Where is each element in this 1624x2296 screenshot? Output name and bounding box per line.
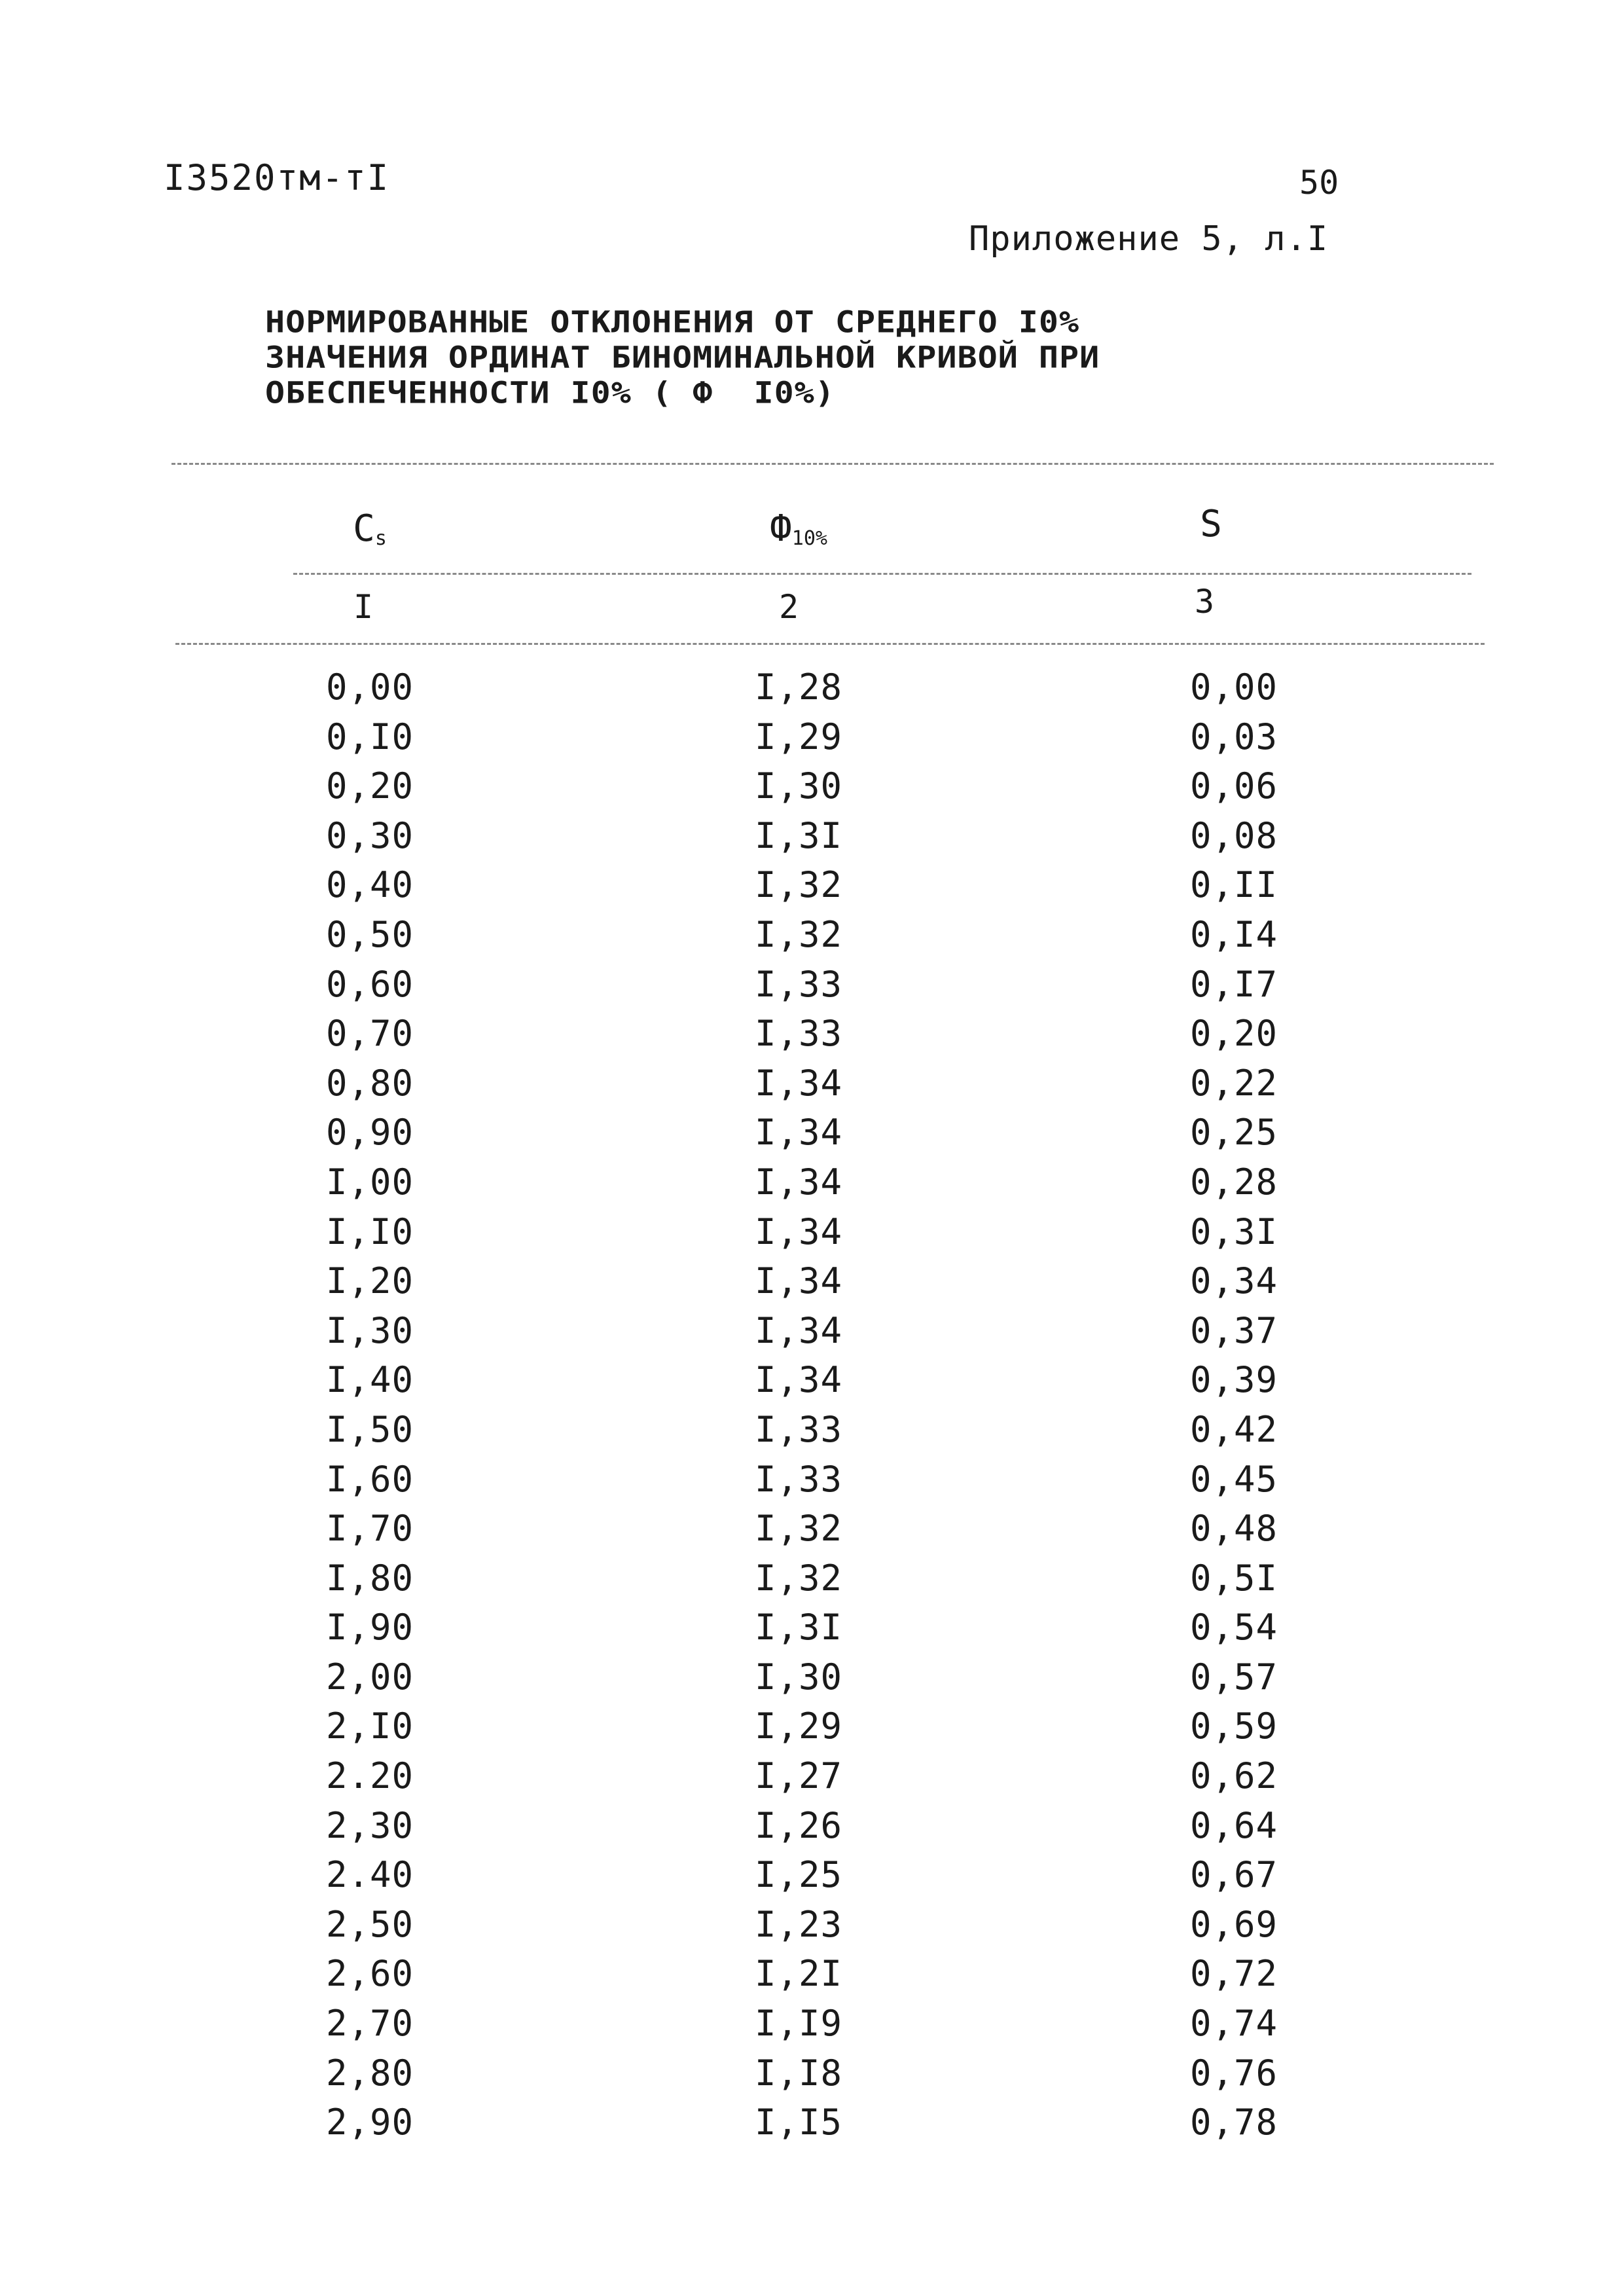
cell-cs: 2,90 xyxy=(325,2102,414,2143)
cell-cs: I,70 xyxy=(325,1508,414,1550)
document-code: I3520тм-тI xyxy=(164,157,390,198)
cell-cs: 0,70 xyxy=(325,1013,414,1055)
table-row xyxy=(0,2003,1624,2052)
cell-phi: I,34 xyxy=(754,1161,843,1203)
cell-cs: 0,40 xyxy=(325,864,414,906)
cell-cs: I,40 xyxy=(325,1359,414,1401)
cell-cs: I,30 xyxy=(325,1309,414,1351)
cell-s: 0,20 xyxy=(1189,1013,1278,1055)
cell-phi: I,34 xyxy=(754,1062,843,1104)
cell-cs: 0,50 xyxy=(325,913,414,955)
cell-s: 0,54 xyxy=(1189,1607,1278,1649)
cell-phi: I,34 xyxy=(754,1260,843,1302)
cell-cs: I,80 xyxy=(325,1557,414,1599)
cell-phi: I,32 xyxy=(754,1557,843,1599)
column-number-2: 2 xyxy=(778,588,799,626)
cell-cs: 0,30 xyxy=(325,814,414,856)
cell-cs: I,00 xyxy=(325,1161,414,1203)
cell-cs: I,20 xyxy=(325,1260,414,1302)
cell-phi: I,I9 xyxy=(754,2003,843,2045)
cell-cs: 0,90 xyxy=(325,1112,414,1154)
column-header-cs-sub: s xyxy=(374,527,387,550)
table-row xyxy=(0,1211,1624,1261)
table-row xyxy=(0,1854,1624,1904)
cell-cs: I,60 xyxy=(325,1458,414,1500)
cell-phi: I,23 xyxy=(754,1903,843,1945)
table-row xyxy=(0,1310,1624,1360)
cell-cs: 2.20 xyxy=(325,1755,414,1797)
cell-phi: I,26 xyxy=(754,1804,843,1846)
cell-s: 0,78 xyxy=(1189,2102,1278,2143)
cell-phi: I,3I xyxy=(754,814,843,856)
table-row xyxy=(0,815,1624,865)
cell-s: 0,59 xyxy=(1189,1705,1278,1747)
cell-phi: I,30 xyxy=(754,1656,843,1698)
page-number: 50 xyxy=(1299,164,1339,202)
cell-s: 0,42 xyxy=(1189,1408,1278,1450)
cell-cs: 0,60 xyxy=(325,963,414,1005)
cell-s: 0,00 xyxy=(1189,666,1278,708)
cell-phi: I,34 xyxy=(754,1309,843,1351)
cell-s: 0,25 xyxy=(1189,1112,1278,1154)
table-row xyxy=(0,1161,1624,1211)
cell-phi: I,28 xyxy=(754,666,843,708)
column-header-phi-sub: 10% xyxy=(791,527,827,550)
cell-phi: I,32 xyxy=(754,1508,843,1550)
cell-s: 0,37 xyxy=(1189,1309,1278,1351)
cell-cs: 0,00 xyxy=(325,666,414,708)
cell-cs: 2,70 xyxy=(325,2003,414,2045)
column-header-cs-main: C xyxy=(353,507,375,550)
cell-s: 0,28 xyxy=(1189,1161,1278,1203)
table-row xyxy=(0,964,1624,1013)
cell-s: 0,34 xyxy=(1189,1260,1278,1302)
cell-cs: I,50 xyxy=(325,1408,414,1450)
column-header-phi-main: Ф xyxy=(770,507,792,550)
table-row xyxy=(0,1063,1624,1112)
cell-phi: I,33 xyxy=(754,1013,843,1055)
cell-s: 0,I7 xyxy=(1189,963,1278,1005)
table-row xyxy=(0,1459,1624,1508)
cell-s: 0,03 xyxy=(1189,716,1278,757)
table-row xyxy=(0,864,1624,914)
cell-cs: I,90 xyxy=(325,1607,414,1649)
cell-phi: I,27 xyxy=(754,1755,843,1797)
cell-phi: I,33 xyxy=(754,1408,843,1450)
table-row xyxy=(0,1359,1624,1409)
cell-cs: 0,I0 xyxy=(325,716,414,757)
title-line-3: ОБЕСПЕЧЕННОСТИ I0% ( Ф I0%) xyxy=(265,375,835,410)
table-row xyxy=(0,1953,1624,2003)
cell-s: 0,5I xyxy=(1189,1557,1278,1599)
table-row xyxy=(0,914,1624,964)
cell-phi: I,32 xyxy=(754,913,843,955)
header-divider-rule xyxy=(293,573,1471,575)
cell-phi: I,30 xyxy=(754,765,843,807)
column-number-3: 3 xyxy=(1194,583,1215,621)
table-row xyxy=(0,765,1624,815)
cell-s: 0,67 xyxy=(1189,1854,1278,1896)
cell-cs: 2,60 xyxy=(325,1953,414,1995)
cell-cs: 0,20 xyxy=(325,765,414,807)
table-row xyxy=(0,1755,1624,1805)
table-row xyxy=(0,666,1624,716)
cell-s: 0,08 xyxy=(1189,814,1278,856)
table-row xyxy=(0,1805,1624,1855)
table-row xyxy=(0,2052,1624,2102)
column-header-s: S xyxy=(1200,503,1222,545)
table-row xyxy=(0,1607,1624,1656)
table-row xyxy=(0,1558,1624,1607)
cell-s: 0,22 xyxy=(1189,1062,1278,1104)
cell-s: 0,69 xyxy=(1189,1903,1278,1945)
cell-s: 0,48 xyxy=(1189,1508,1278,1550)
cell-s: 0,45 xyxy=(1189,1458,1278,1500)
cell-phi: I,29 xyxy=(754,716,843,757)
cell-s: 0,64 xyxy=(1189,1804,1278,1846)
cell-phi: I,34 xyxy=(754,1359,843,1401)
column-header-cs xyxy=(272,507,468,550)
appendix-label: Приложение 5, л.I xyxy=(969,219,1329,259)
cell-phi: I,34 xyxy=(754,1112,843,1154)
cell-s: 0,72 xyxy=(1189,1953,1278,1995)
table-row xyxy=(0,1112,1624,1161)
table-row xyxy=(0,1656,1624,1706)
cell-cs: 2,50 xyxy=(325,1903,414,1945)
cell-cs: 2,I0 xyxy=(325,1705,414,1747)
cell-phi: I,33 xyxy=(754,1458,843,1500)
cell-phi: I,2I xyxy=(754,1953,843,1995)
cell-cs: I,I0 xyxy=(325,1211,414,1252)
cell-phi: I,29 xyxy=(754,1705,843,1747)
cell-s: 0,62 xyxy=(1189,1755,1278,1797)
cell-s: 0,I4 xyxy=(1189,913,1278,955)
cell-s: 0,74 xyxy=(1189,2003,1278,2045)
cell-s: 0,3I xyxy=(1189,1211,1278,1252)
table-row xyxy=(0,1705,1624,1755)
cell-cs: 0,80 xyxy=(325,1062,414,1104)
table-body xyxy=(0,666,1624,2151)
table-row xyxy=(0,1904,1624,1954)
table-row xyxy=(0,1508,1624,1558)
table-row xyxy=(0,1013,1624,1063)
cell-s: 0,II xyxy=(1189,864,1278,906)
cell-cs: 2,30 xyxy=(325,1804,414,1846)
cell-s: 0,76 xyxy=(1189,2052,1278,2094)
cell-cs: 2,00 xyxy=(325,1656,414,1698)
table-row xyxy=(0,1260,1624,1310)
table-top-rule xyxy=(171,463,1494,465)
title-line-1: НОРМИРОВАННЫЕ ОТКЛОНЕНИЯ ОТ СРЕДНЕГО I0% xyxy=(265,304,1080,340)
cell-s: 0,57 xyxy=(1189,1656,1278,1698)
cell-phi: I,3I xyxy=(754,1607,843,1649)
table-row xyxy=(0,2102,1624,2151)
table-row xyxy=(0,1409,1624,1459)
cell-phi: I,I5 xyxy=(754,2102,843,2143)
cell-phi: I,25 xyxy=(754,1854,843,1896)
cell-cs: 2,80 xyxy=(325,2052,414,2094)
table-title xyxy=(265,304,1509,410)
cell-s: 0,06 xyxy=(1189,765,1278,807)
cell-phi: I,33 xyxy=(754,963,843,1005)
table-row xyxy=(0,716,1624,766)
column-header-phi xyxy=(700,507,897,550)
cell-phi: I,32 xyxy=(754,864,843,906)
cell-cs: 2.40 xyxy=(325,1854,414,1896)
table-body-rule xyxy=(175,643,1485,645)
title-line-2: ЗНАЧЕНИЯ ОРДИНАТ БИНОМИНАЛЬНОЙ КРИВОЙ ПРИ xyxy=(265,340,1100,375)
column-number-1: I xyxy=(353,588,374,626)
cell-phi: I,I8 xyxy=(754,2052,843,2094)
cell-s: 0,39 xyxy=(1189,1359,1278,1401)
cell-phi: I,34 xyxy=(754,1211,843,1252)
